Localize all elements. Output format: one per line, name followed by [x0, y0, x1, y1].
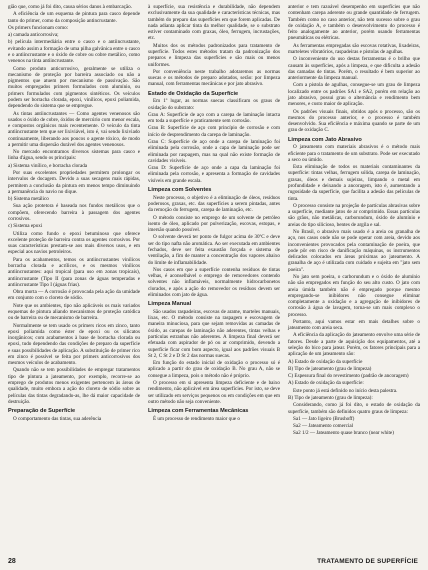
paragraph: Como produto anticorrosivo, geralmente se utiliza o mecanismo de proteção por barreira associado ou não a pigmentos que atuem por mecanismo de passivação. São muitos empregados primers formulados com alumínio, ou primers formulados com pigmentos sintéticos. Os veículos podem ser borracha clorada, epoxi, vinílicos, epoxi poliamida, dependendo do sistema que se empregue.: [8, 65, 140, 110]
paragraph: Grau C: Superfície de aço onde a carepa de laminação foi eliminada pela corrosão, onde a capa de laminação pode ser eliminada por raspagem, mas na qual não existe formação de cavidades visíveis.: [148, 139, 280, 164]
page-number: 28: [8, 558, 16, 565]
paragraph: Esta eliminação de todos os materiais contaminantes da superfície: tintas velhas, ferrugem sólida, carepa de laminação, graxas, óleos e demais sujeiras, limpando o metal em profundidade e deixando a ancoragem, isto é, aumentando a rugosidade da superfície, que facilita a adesão das películas de tinta.: [288, 164, 420, 202]
paragraph: Grau B: Superfície de aço com princípio de corrosão e com início de desprendimento da carepa de laminação.: [148, 125, 280, 138]
paragraph: Para os acabamentos, temos os antiincrustantes vinílicos borracha clorada e acrílicos, e os mesmos vinílicos antiincrustantes: aqui tropical (para uso em zonas tropicais), antiincrustante (Tipo II (para zonas de águas temperadas e antiincrustante Tipo I (águas frias).: [8, 256, 140, 288]
text-column-3: [288, 4, 420, 438]
paragraph: Grau D: Superfície de aço onde a capa da laminação foi eliminada pela corrosão, e apresenta a formação de cavidades visíveis em grande escala.: [148, 165, 280, 184]
paragraph: Sa1 — Jato ligeiro (Brushoff): [293, 415, 355, 422]
paragraph: Grau A: Superfície de aço com a carepa de laminação intacta em toda a superfície e praticamente sem corrosão.: [148, 111, 280, 125]
section-heading: Limpeza Manual: [148, 301, 192, 308]
paragraph: Os padrões visuais finais, obtidos após o processo, são os mesmos do processo anterior, e o processo é também desenvolvido. Sua eficiência e máxima quando se parte de um grau de oxidação C.: [288, 108, 420, 134]
paragraph: Por conveniência neste trabalho adotaremos as normas suecas e os métodos de preparo adotados, serão: por limpeza manual, com ferramentas mecânicas e por jato abrasivo.: [148, 68, 280, 88]
paragraph: O solvente deverá ter ponto de fulgor acima de 30ºC e deve ser do tipo nafta não aromática. Ao ser executada em ambientes fechados, deve ser feita exaustão forçada e sistema de ventilação, a fim de manter a concentração dos vapores abaixo do limite de inflamabilidade.: [148, 234, 280, 266]
paragraph: Note que os ambientes, tipo não aplicáveis os mais variados esquemas de pintura aliando mecanismos de proteção catódica ou de barreira ou de mecanismo de barreira.: [8, 302, 140, 322]
text-column-1: [8, 4, 140, 423]
paragraph: Este ponto já está definido no início desta palestra.: [293, 387, 398, 394]
paragraph: Sa2 1/2 — Jateamento quase branco (near white): [293, 430, 394, 437]
paragraph: Nos casos em que a superfície contenha resíduos de tintas velhas, é aconselhável o emprego de removedores contendo solventes não inflamáveis, normalmente hidrocarbonetos clorados, e após a ação do removedor os resíduos devem ser eliminados com jato de água.: [148, 266, 280, 298]
paragraph: A) Estado de oxidação da superfície: [288, 358, 363, 365]
paragraph: O inconveniente do uso destas ferramentas é o brilho que causam às superfícies, após a limpeza, e que dificulta a adesão das camadas de tintas. Porém, o resultado é bem superior ao anteriormente da limpeza manual.: [288, 56, 420, 82]
section-heading: Limpeza com Solventes: [148, 187, 212, 194]
paragraph: O comportamento das tintas, sua aderência: [13, 415, 102, 422]
paragraph: O jateamento com materiais abrasivos é o método mais eficiente para o tratamento de um substrato. Pode ser executado a seco ou úmido.: [288, 144, 420, 163]
paragraph: Neste processo, o objetivo é a eliminação de óleos, resíduos poderosos, graxas, etc. das superfícies a serem pintadas, antes da remoção do ferrugem, carepa de laminação, etc.: [148, 194, 280, 214]
paragraph: à superfície, sua resistência e durabilidade, não dependem exclusivamente da sua qualidade e características técnicas, mas também do preparo das superfícies em que forem aplicadas. De nada adianta aplicar tinta da melhor qualidade, se o substrato estiver contaminado com graxas, óleo, ferrugem, incrustações, etc.: [148, 4, 280, 42]
paragraph: No mercado encontramos diversos sistemas para casco e linha d'água, sendo os principais:: [8, 149, 140, 162]
paragraph: O método consiste no emprego de um solvente de petróleo isento de óleo, aplicado por pulverização, escovas, estopas, e imersão quando possível.: [148, 214, 280, 234]
paragraph: B) Tipo de jateamento (grau de limpeza): [288, 365, 372, 372]
paragraph: a) camada anticorrosiva;: [8, 32, 59, 39]
paragraph: No Brasil, o abrasivo mais usado é a areia ou granalha de aço, nos casos onde não se pode operar com areia, devido aos inconvenientes provocados pela contaminação de poeira, que pode pôr em risco de danificação máquinas, os instrumentos delicados colocados em áreas próximas ao jateamento. A granalha de aço é utilizada com cuidado e sujeita em "jato sem poeira".: [288, 228, 420, 273]
paragraph: Muitos dos os métodos padronizados para tratamento de superfície. Todos estes métodos tratam da padronização dos preparos e limpeza das superfícies e são mais ou menos uniformes.: [148, 42, 280, 68]
paragraph: Por suas excelentes propriedades permitem prolongar os intervalos de docagem. Devido a suas secagens mais rápidas, permitem a conclusão da pintura em menos tempo diminuindo a permanência do navio no dique.: [8, 170, 140, 195]
paragraph: A eficiência da aplicação do jateamento envolve uma série de fatores. Desde a parte de aquisição dos equipamentos, até a seleção do bico para jatear. Porém, os fatores principais para a aplicação de um jateamento são:: [288, 332, 420, 358]
paragraph: Utiliza como fundo o epoxi betuminoso que oferece excelente proteção de barreira contra os agentes corrosivos. Por suas características prestam-se aos mais diversos usos, e em especial aos navios petroleiros.: [8, 230, 140, 256]
paragraph: B) Tipo de jateamento (grau de limpeza):: [288, 395, 373, 402]
paragraph: anterior e tem razoável desempenho em superfícies que não contenham carepa aderente ou grande quantidade de ferrugem. Também como no caso anterior, não tem sucesso sobre o grau de oxidação A, e também o desenvolvimento do processo é feito analogamente ao anterior, porém usando ferramentas pneumáticas ou elétricas.: [288, 4, 420, 42]
paragraph: Normalmente se tem usado os primers ricos em zinco, tanto epoxi poliamida como éster de epoxi ou os silicatos inorgânicos; com acabamentos à base de borracha clorada ou epoxi, tudo dependendo das condições de preparo da superfície e suas possibilidades de aplicação. A substituição de primer rico em zinco é possível se feita por primers anticorrosivos dos mesmos veículos de acabamento.: [8, 322, 140, 367]
paragraph: b) Sistema metálico: [8, 196, 49, 203]
paragraph: O processo consiste na projeção de partículas abrasivas sobre a superfície, mediante jatos de ar comprimido. Essas partículas são grãos, não metálicas, carborundum, óxido de alumínio e areias do tipo silicioso, bentes de argila e sal.: [288, 202, 420, 228]
paragraph: Obra morta — A corrosão é provocada pela ação da umidade em conjunto com o cloreto de sódio.: [8, 289, 140, 302]
paragraph: Quando não se tem possibilidades de empregar tratamentos tipo de pintura a jateamento, por exemplo, recorre-se ao emprego de produtos menos exigentes pertencem às áreas de qualidade, muito embora a ação do cloreto de sódio sobre as películas das tintas degradando-as, lhe dá maior capacidade de destruição.: [8, 367, 140, 405]
section-heading: Estado de Oxidação da Superfície: [148, 90, 239, 97]
paragraph: Sua ação protetora é baseada nos fundos metálicos que o compõem, oferecendo barreira à passagem dos agentes corrosivos.: [8, 203, 140, 222]
paragraph: A) Estado de oxidação da superfície:: [288, 380, 364, 387]
paragraph: São usados raspadeiras, escovas de arame, marteles manuais, lixas, etc. O método consiste na raspagem e escovagem de maneira minuciosa, para que sejam removidas as camadas de óxido, as carepas de laminação não aderentes, tintas velhas e partículas estranhas não aderentes. A limpeza final deverá ser efetuada com aspirador de pó ou ar comprimido, devendo a superfície ficar com bom aspecto, igual aos padrões visuais B St 2, C St 2 e D St 2 das normas suecas.: [148, 308, 280, 359]
paragraph: No jato sem poeira, o carborundum e o óxido de alumínio não são empregados em função do seu alto custo. O jato com areia úmida também não é empregado porque mesmo empregando-se inibidores não consegue eliminar completamente a oxidação e a agregação de inibidores de corrosão à água de lavagem, torna-se um mais complexo o processo.: [288, 273, 420, 318]
text-column-2: [148, 4, 280, 423]
paragraph: Os primers funcionam como:: [8, 24, 69, 31]
paragraph: É um processo de rendimento maior que o: [153, 415, 240, 422]
paragraph: A eficiência de um esquema de pintura para casco depende tanto do primer, como da composição antincrustante.: [8, 11, 140, 24]
section-heading: Preparação de Superfície: [8, 408, 76, 415]
section-heading: Limpeza com Ferramentas Mecânicas: [148, 408, 249, 415]
paragraph: Com a pistola de agulhas, consegue-se um grau de limpeza localizado entre os padrões SA1 e SA2, porém em relação ao jato abrasivo, possui grau o alternância e rendimento bem menores, e custo maior de aplicação.: [288, 82, 420, 108]
paragraph: Em função do estado inicial de oxidação o processo só é aplicado a partir do grau de oxidação B. No grau A, não se consegue a limpeza, pois o método não é próprio.: [148, 360, 280, 379]
paragraph: Em 1º lugar, as normas suecas classificam os graus de oxidação do substrato:: [148, 98, 280, 111]
paragraph: O processo em si apresenta limpeza deficiente e de baixo rendimento, não aplicável em área superfícies. Por isto, se deve ser utilizado em serviços pequenos ou em condições em que em outro método não seja conveniente.: [148, 380, 280, 405]
paragraph: Sa2 — Jateamento comercial: [293, 423, 354, 430]
paragraph: Considerando, como já foi dito, o estado de oxidação da superfície, também são definidos quatro graus de limpeza:: [288, 402, 420, 415]
paragraph: b) película intermediária entre o casco e o antiincrustante, evitando assim a formação de uma pilha galvânica entre o casco e o antiincrustante e o óxido de cobre ou cobre metálico, como venenos na tinta antiincrustante.: [8, 39, 140, 65]
paragraph: C) Espessura final do revestimento (padrão de ancoragem): [288, 373, 409, 380]
paragraph: gião que, como já foi dito, causa sérios danos à embarcação.: [8, 4, 133, 10]
page-footer: [0, 558, 428, 570]
section-heading: Limpeza com Jato Abrasivo: [288, 136, 362, 143]
paragraph: As ferramentas empregadas são escovas rotativas, lixadeiras, marteletes vibratórios, raspadeiras e pistolas de agulhas.: [288, 42, 420, 55]
paragraph: Portanto, aqui vamos estar em mais detalhes sobre o jateamento com areia seca.: [288, 318, 420, 332]
paragraph: a) Sistema vinílico, e borracha clorada: [8, 162, 88, 169]
paragraph: c) Sistema epoxi: [8, 223, 43, 230]
running-title: TRATAMENTO DE SUPERFÍCIE: [317, 558, 418, 565]
paragraph: As tintas antiincrustantes — Como agentes venenosos são usados o óxido de cobre, óxidos de mercúrio com menor escala, e compostos orgânicos mais recentemente. O veículo da tinta antiincrustante tem que ser lixiviável, isto é, vai sendo lixiviado continuamente, liberando aos poucos o agente tóxico, de modo a permitir uma dispersão durável dos agentes venenosos.: [8, 110, 140, 148]
